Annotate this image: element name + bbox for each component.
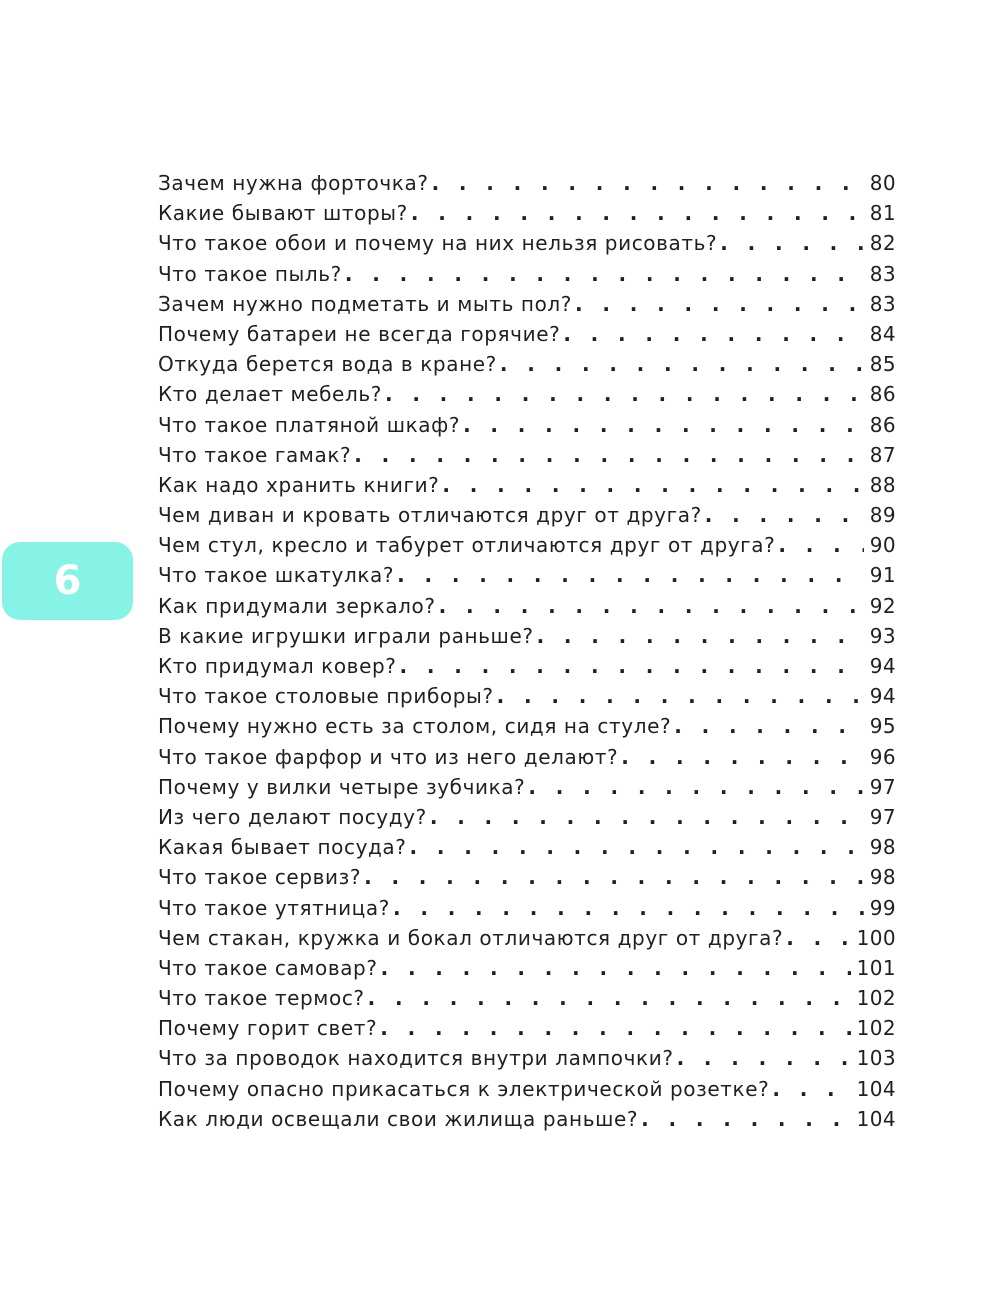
toc-entry-page: 99 [869,895,896,920]
toc-entry-page: 81 [869,201,896,226]
toc-entry[interactable] [158,1013,896,1043]
dot-leader [575,289,864,319]
toc-entry-page: 90 [869,533,896,558]
toc-entry-title: Кто делает мебель? [158,382,382,407]
toc-entry[interactable] [158,862,896,892]
toc-entry[interactable] [158,983,896,1013]
toc-entry-title: В какие игрушки играли раньше? [158,623,534,648]
toc-entry-title: Зачем нужна форточка? [158,171,429,195]
dot-leader [674,711,864,741]
toc-entry[interactable] [158,410,896,440]
toc-entry-page: 89 [869,503,896,528]
dot-leader [500,349,864,379]
toc-entry-title: Почему нужно есть за столом, сидя на стуле? [158,714,672,739]
toc-entry[interactable] [158,591,896,621]
dot-leader [778,530,863,560]
dot-leader [364,862,864,892]
toc-entry[interactable] [158,1074,896,1104]
dot-leader [641,1104,851,1134]
toc-entry[interactable] [158,742,896,772]
toc-entry-page: 80 [869,171,896,195]
dot-leader [786,923,850,953]
toc-entry[interactable] [158,1104,896,1134]
toc-entry-page: 102 [856,1016,896,1041]
dot-leader [720,228,864,258]
dot-leader [399,651,863,681]
dot-leader [432,168,864,198]
toc-entry-page: 91 [869,563,896,588]
table-of-contents [158,168,896,1134]
dot-leader [621,742,864,772]
toc-entry-page: 86 [869,382,896,407]
toc-entry-title: Откуда берется вода в кране? [158,352,497,377]
dot-leader [528,772,863,802]
toc-entry-title: Как придумали зеркало? [158,593,436,618]
toc-entry[interactable] [158,802,896,832]
toc-entry-title: Что такое сервиз? [158,865,362,890]
toc-entry[interactable] [158,259,896,289]
toc-entry[interactable] [158,228,896,258]
toc-entry-page: 97 [869,804,896,829]
dot-leader [563,319,863,349]
toc-entry[interactable] [158,1043,896,1073]
chapter-tab [2,542,133,620]
toc-entry-title: Чем стул, кресло и табурет отличаются друг от друга? [158,533,776,558]
toc-entry-title: Из чего делают посуду? [158,804,427,829]
toc-entry-page: 94 [869,654,896,678]
toc-entry-page: 83 [869,291,896,316]
toc-entry-page: 97 [869,774,896,799]
toc-entry[interactable] [158,319,896,349]
toc-entry-title: Какие бывают шторы? [158,201,408,226]
toc-entry-title: Что за проводок находится внутри лампочки? [158,1046,674,1071]
toc-entry-page: 88 [869,472,896,497]
toc-entry-title: Что такое утятница? [158,895,390,920]
dot-leader [463,410,864,440]
toc-entry[interactable] [158,953,896,983]
toc-entry-title: Зачем нужно подметать и мыть пол? [158,291,573,316]
dot-leader [439,591,864,621]
toc-entry-title: Что такое пыль? [158,261,342,286]
toc-entry-title: Что такое фарфор и что из него делают? [158,744,619,769]
toc-entry-page: 83 [869,261,896,286]
dot-leader [430,802,864,832]
toc-entry-page: 95 [869,714,896,739]
toc-entry[interactable] [158,651,896,681]
dot-leader [537,621,864,651]
toc-entry[interactable] [158,379,896,409]
toc-entry-title: Чем диван и кровать отличаются друг от друга? [158,503,702,528]
toc-entry-page: 92 [869,593,896,618]
toc-entry-page: 94 [869,684,896,709]
dot-leader [393,893,864,923]
toc-entry-title: Чем стакан, кружка и бокал отличаются друг от друга? [158,925,784,950]
toc-entry[interactable] [158,289,896,319]
toc-entry[interactable] [158,560,896,590]
dot-leader [442,470,863,500]
toc-entry-page: 101 [856,955,896,980]
toc-entry-page: 96 [869,744,896,769]
dot-leader [411,198,864,228]
toc-entry[interactable] [158,349,896,379]
toc-entry-title: Что такое гамак? [158,442,352,467]
dot-leader [397,560,864,590]
toc-entry[interactable] [158,681,896,711]
toc-entry[interactable] [158,500,896,530]
toc-entry[interactable] [158,168,896,198]
chapter-number: 6 [53,558,82,604]
toc-entry-page: 102 [856,986,896,1011]
toc-entry[interactable] [158,621,896,651]
toc-entry[interactable] [158,893,896,923]
dot-leader [385,379,864,409]
toc-entry[interactable] [158,470,896,500]
dot-leader [772,1074,850,1104]
toc-entry[interactable] [158,832,896,862]
dot-leader [677,1043,851,1073]
dot-leader [497,681,864,711]
toc-entry[interactable] [158,772,896,802]
dot-leader [381,953,851,983]
toc-entry-page: 104 [856,1106,896,1131]
toc-entry-title: Какая бывает посуда? [158,835,407,860]
toc-entry-title: Что такое платяной шкаф? [158,412,461,437]
toc-entry-page: 103 [856,1046,896,1071]
toc-entry-page: 93 [869,623,896,648]
toc-entry-title: Что такое самовар? [158,955,378,980]
toc-entry-title: Кто придумал ковер? [158,654,397,678]
toc-entry-title: Что такое шкатулка? [158,563,395,588]
toc-entry-title: Как надо хранить книги? [158,472,440,497]
toc-entry-title: Что такое столовые приборы? [158,684,494,709]
toc-entry-page: 98 [869,865,896,890]
toc-entry-page: 86 [869,412,896,437]
toc-entry-title: Что такое обои и почему на них нельзя рисовать? [158,231,718,256]
toc-entry-page: 82 [869,231,896,256]
toc-entry-page: 100 [856,925,896,950]
toc-entry-title: Почему у вилки четыре зубчика? [158,774,526,799]
toc-entry-page: 104 [856,1076,896,1101]
toc-entry[interactable] [158,440,896,470]
dot-leader [345,259,864,289]
toc-entry-page: 84 [869,321,896,346]
toc-entry-title: Почему опасно прикасаться к электрической розетке? [158,1076,770,1101]
toc-entry[interactable] [158,530,896,560]
toc-entry-page: 87 [869,442,896,467]
toc-entry[interactable] [158,923,896,953]
toc-entry-page: 98 [869,835,896,860]
dot-leader [354,440,864,470]
toc-entry-title: Что такое термос? [158,986,365,1011]
toc-entry-page: 85 [869,352,896,377]
dot-leader [368,983,851,1013]
toc-entry[interactable] [158,711,896,741]
toc-entry-title: Почему батареи не всегда горячие? [158,321,561,346]
toc-entry-title: Как люди освещали свои жилища раньше? [158,1106,639,1131]
toc-entry[interactable] [158,198,896,228]
dot-leader [380,1013,850,1043]
dot-leader [705,500,864,530]
dot-leader [410,832,864,862]
toc-entry-title: Почему горит свет? [158,1016,378,1041]
